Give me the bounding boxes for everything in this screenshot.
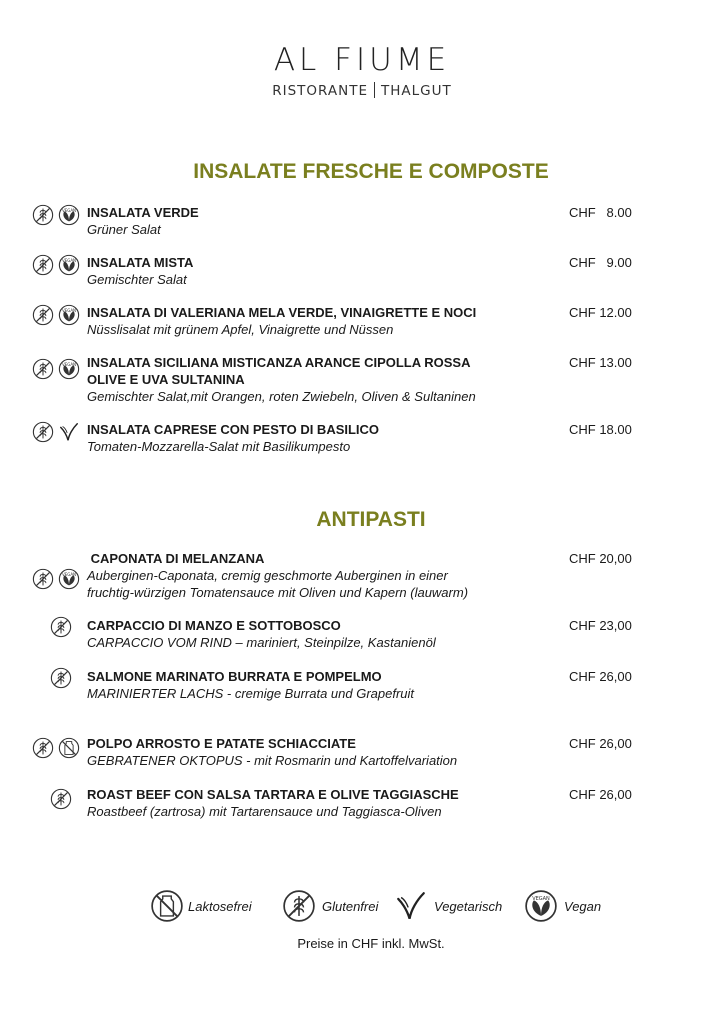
item-name: INSALATA MISTA xyxy=(87,255,194,270)
legend-label-laktosefrei: Laktosefrei xyxy=(188,899,252,914)
diet-icons xyxy=(28,304,84,326)
item-description: Gemischter Salat,mit Orangen, roten Zwiebeln, Oliven & Sultaninen xyxy=(87,389,476,404)
price-note: Preise in CHF inkl. MwSt. xyxy=(297,936,445,951)
diet-icons xyxy=(28,788,84,810)
restaurant-name: AL FIUME xyxy=(273,42,451,78)
item-name: INSALATA VERDE xyxy=(87,205,199,220)
subtitle-divider xyxy=(374,82,375,98)
gluten-free-icon xyxy=(32,204,54,226)
item-name: POLPO ARROSTO E PATATE SCHIACCIATE xyxy=(87,736,356,751)
gluten-free-icon xyxy=(50,667,72,689)
diet-icons xyxy=(28,358,84,380)
diet-icons xyxy=(28,204,84,226)
subtitle-thalgut: THALGUT xyxy=(381,83,452,99)
gluten-free-icon xyxy=(32,737,54,759)
diet-icons xyxy=(28,421,84,443)
item-price: CHF 26,00 xyxy=(569,736,632,751)
item-description: Nüsslisalat mit grünem Apfel, Vinaigrette und Nüssen xyxy=(87,322,394,337)
item-price: CHF 18.00 xyxy=(569,422,632,437)
item-price: CHF 26,00 xyxy=(569,787,632,802)
svg-text:VEGAN: VEGAN xyxy=(61,208,77,213)
diet-icons xyxy=(28,254,84,276)
item-price: CHF 26,00 xyxy=(569,669,632,684)
item-name: CARPACCIO DI MANZO E SOTTOBOSCO xyxy=(87,618,341,633)
gluten-free-icon xyxy=(282,889,316,923)
legend-label-glutenfrei: Glutenfrei xyxy=(322,899,379,914)
item-price: CHF 9.00 xyxy=(569,255,632,270)
svg-text:VEGAN: VEGAN xyxy=(61,258,77,263)
item-description: Roastbeef (zartrosa) mit Tartarensauce und Taggiasca-Oliven xyxy=(87,804,442,819)
item-price: CHF 8.00 xyxy=(569,205,632,220)
svg-text:VEGAN: VEGAN xyxy=(61,572,77,577)
item-name xyxy=(87,354,547,388)
gluten-free-icon xyxy=(32,421,54,443)
item-description: Grüner Salat xyxy=(87,222,161,237)
item-description-line-1: Auberginen-Caponata, cremig geschmorte Auberginen in einer xyxy=(87,568,448,583)
item-name: CAPONATA DI MELANZANA xyxy=(87,551,265,566)
vegetarian-icon xyxy=(394,889,428,923)
item-name: ROAST BEEF CON SALSA TARTARA E OLIVE TAGGIASCHE xyxy=(87,787,459,802)
gluten-free-icon xyxy=(32,254,54,276)
vegan-icon xyxy=(58,254,80,276)
item-description: Tomaten-Mozzarella-Salat mit Basilikumpesto xyxy=(87,439,351,454)
vegan-icon xyxy=(58,304,80,326)
item-name: INSALATA DI VALERIANA MELA VERDE, VINAIGRETTE E NOCI xyxy=(87,305,477,320)
legend-label-vegan: Vegan xyxy=(564,899,602,914)
subtitle-ristorante: RISTORANTE xyxy=(272,83,368,99)
diet-icons xyxy=(28,667,84,689)
gluten-free-icon xyxy=(50,788,72,810)
item-name: SALMONE MARINATO BURRATA E POMPELMO xyxy=(87,669,382,684)
vegetarian-icon xyxy=(58,421,80,443)
svg-text:VEGAN: VEGAN xyxy=(532,896,550,902)
item-description-line-2: fruchtig-würzigen Tomatensauce mit Oliven und Kapern (lauwarm) xyxy=(87,585,469,600)
svg-text:VEGAN: VEGAN xyxy=(61,308,77,313)
svg-text:VEGAN: VEGAN xyxy=(61,362,77,367)
restaurant-logo xyxy=(0,40,724,99)
gluten-free-icon xyxy=(32,304,54,326)
diet-icons xyxy=(28,616,84,638)
item-name-line-1: INSALATA SICILIANA MISTICANZA ARANCE CIPOLLA ROSSA xyxy=(87,355,471,370)
item-price: CHF 23,00 xyxy=(569,618,632,633)
diet-icons xyxy=(28,568,84,590)
gluten-free-icon xyxy=(32,358,54,380)
item-description xyxy=(87,567,547,601)
gluten-free-icon xyxy=(32,568,54,590)
item-description: GEBRATENER OKTOPUS - mit Rosmarin und Kartoffelvariation xyxy=(87,753,458,768)
lactose-free-icon xyxy=(58,737,80,759)
vegan-icon xyxy=(58,568,80,590)
vegan-icon xyxy=(58,204,80,226)
section-title-insalate: INSALATE FRESCHE E COMPOSTE xyxy=(193,160,549,183)
restaurant-subtitle xyxy=(0,82,724,99)
section-title-antipasti: ANTIPASTI xyxy=(316,508,426,531)
item-price: CHF 13.00 xyxy=(569,355,632,370)
item-price: CHF 20,00 xyxy=(569,551,632,566)
lactose-free-icon xyxy=(150,889,184,923)
vegan-icon xyxy=(524,889,558,923)
diet-icons xyxy=(28,737,84,759)
item-price: CHF 12.00 xyxy=(569,305,632,320)
item-description: CARPACCIO VOM RIND – mariniert, Steinpilze, Kastanienöl xyxy=(87,635,436,650)
gluten-free-icon xyxy=(50,616,72,638)
item-name: INSALATA CAPRESE CON PESTO DI BASILICO xyxy=(87,422,380,437)
diet-legend xyxy=(0,889,724,925)
item-description: MARINIERTER LACHS - cremige Burrata und Grapefruit xyxy=(87,686,415,701)
legend-label-vegetarisch: Vegetarisch xyxy=(434,899,503,914)
item-description: Gemischter Salat xyxy=(87,272,187,287)
item-name-line-2: OLIVE E UVA SULTANINA xyxy=(87,372,245,387)
vegan-icon xyxy=(58,358,80,380)
